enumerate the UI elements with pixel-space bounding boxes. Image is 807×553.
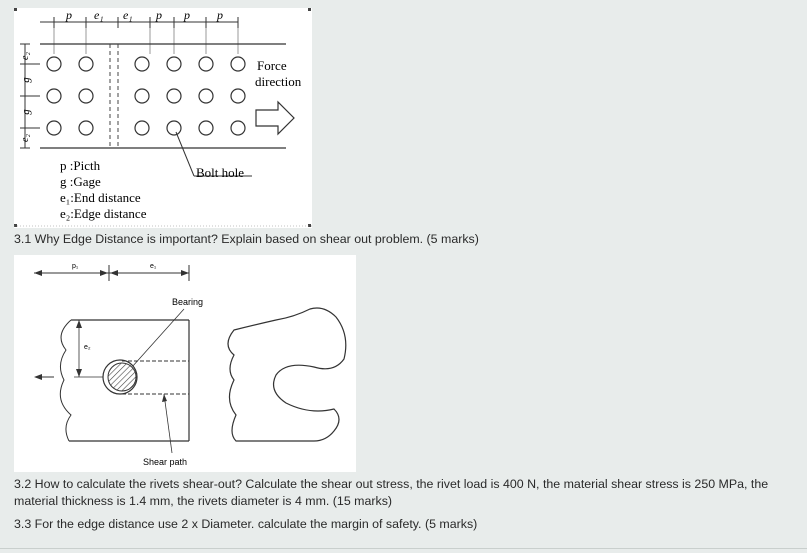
side-label-g-1: g (20, 77, 32, 83)
dim-label-p-4: p (217, 8, 223, 22)
dim-label-p-2: p (156, 8, 162, 22)
dim-label-e1-right: e₁ (123, 8, 133, 22)
bolt-hole (135, 121, 149, 135)
dim-label-e1-left: e₁ (94, 8, 104, 22)
bolt-hole (199, 89, 213, 103)
bolt-hole (79, 121, 93, 135)
bolt-hole (47, 121, 61, 135)
dim-label-p-1: p (66, 8, 72, 22)
bolt-hole (231, 121, 245, 135)
question-3-3: 3.3 For the edge distance use 2 x Diameter. calculate the margin of safety. (5 marks) (14, 517, 478, 531)
bearing-label: Bearing (172, 297, 204, 307)
bolt-hole-label: Bolt hole (196, 165, 245, 180)
bolt-hole (135, 89, 149, 103)
bolt-hole (79, 57, 93, 71)
rivet-icon (108, 363, 136, 391)
bolt-hole (199, 57, 213, 71)
legend-edge-distance: e₂:Edge distance (60, 206, 147, 221)
bolt-hole (135, 57, 149, 71)
bolt-pattern-diagram (14, 8, 312, 228)
bolt-hole-pointer (176, 132, 194, 176)
force-label-line2: direction (255, 74, 302, 89)
bolt-hole (167, 89, 181, 103)
force-label-line1: Force (257, 58, 287, 73)
bolt-hole (167, 121, 181, 135)
shear-out-diagram (14, 255, 356, 472)
bolt-hole (231, 89, 245, 103)
bolt-hole (79, 89, 93, 103)
bolt-hole (47, 57, 61, 71)
dim-label-p-3: p (184, 8, 190, 22)
plate-break-line (60, 320, 71, 441)
force-arrow-icon (256, 102, 294, 134)
bolt-hole (231, 57, 245, 71)
side-label-g-2: g (20, 109, 32, 115)
side-label-e2-bottom: e₂ (20, 134, 31, 142)
bolt-hole (47, 89, 61, 103)
bottom-divider (0, 548, 807, 549)
legend-pitch: p :Picth (60, 158, 101, 173)
bearing-pointer (132, 309, 184, 367)
shear-path-pointer (164, 394, 172, 453)
legend-gage: g :Gage (60, 174, 101, 189)
bolt-hole (167, 57, 181, 71)
bolt-pattern-figure (14, 8, 312, 228)
shear-out-figure (14, 255, 356, 472)
side-label-e2-top: e₂ (20, 52, 31, 60)
question-3-1: 3.1 Why Edge Distance is important? Explain based on shear out problem. (5 marks) (14, 232, 479, 246)
bolt-hole (199, 121, 213, 135)
shear-path-label: Shear path (143, 457, 188, 467)
bolt-hole-grid (47, 57, 245, 135)
label-p1: p₁ (72, 263, 79, 270)
deformed-plate (228, 308, 346, 441)
question-3-2: 3.2 How to calculate the rivets shear-out? Calculate the shear out stress, the rivet load is 400 N, the material shear stress is 250 MPa, the material thickness is 1.4 mm, the rivets diameter is 4 mm. (15 marks) (14, 477, 769, 508)
label-e2: e₂ (84, 344, 91, 351)
label-e1: e₁ (150, 263, 157, 270)
legend-end-distance: e₁:End distance (60, 190, 141, 205)
